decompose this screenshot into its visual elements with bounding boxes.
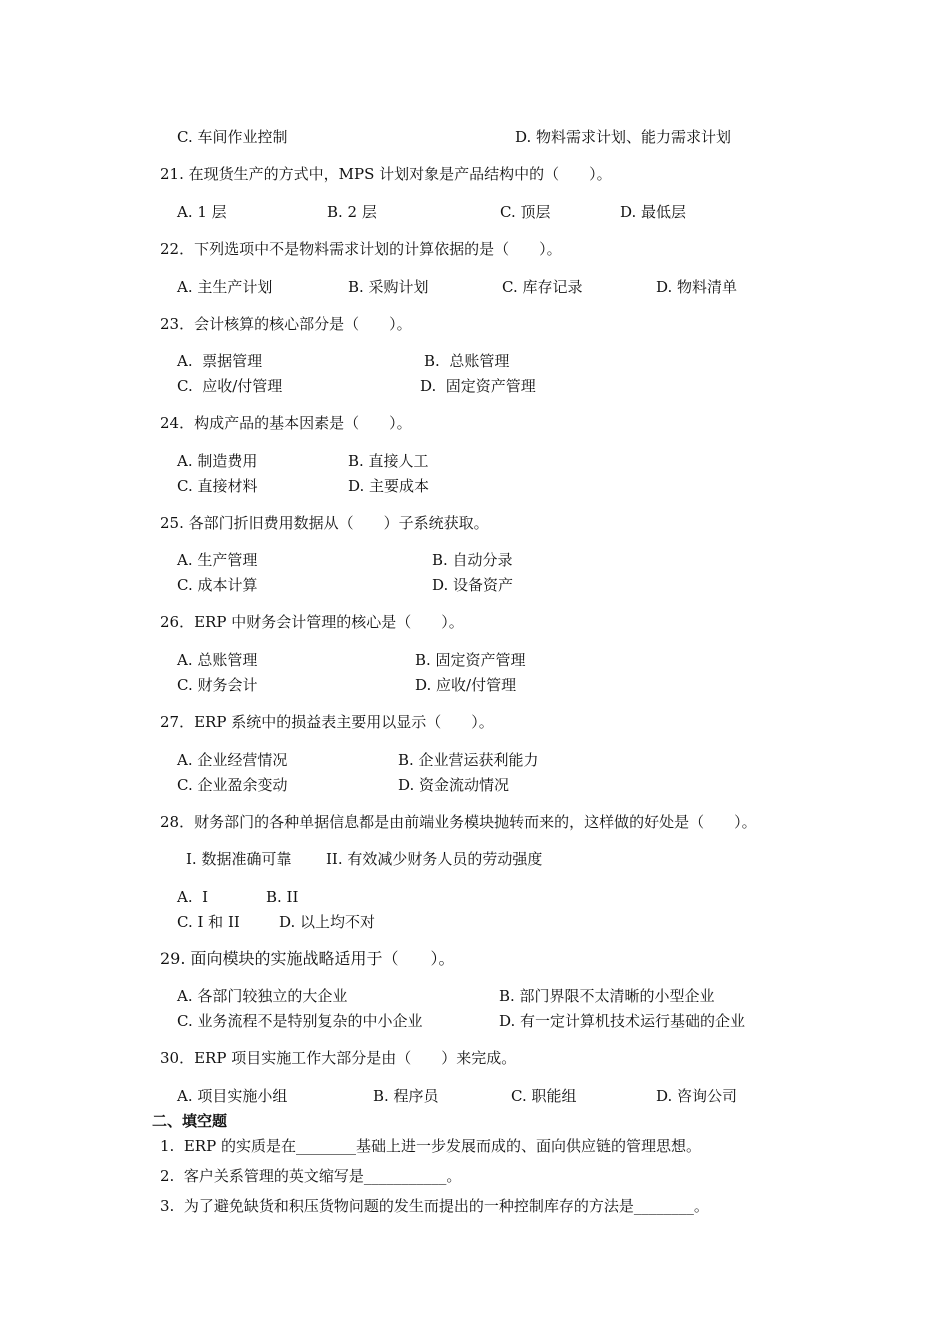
- q22-option-b: B. 采购计划: [348, 278, 429, 296]
- q27-option-c: C. 企业盈余变动: [177, 776, 288, 794]
- q21-option-d: D. 最低层: [620, 203, 687, 221]
- q28-statement-i: I. 数据准确可靠: [186, 850, 292, 868]
- q26-option-a: A. 总账管理: [177, 651, 258, 669]
- q22-stem: 22．下列选项中不是物料需求计划的计算依据的是（ ）。: [160, 240, 562, 258]
- fill-item-2: 2. 客户关系管理的英文缩写是___________。: [160, 1167, 462, 1185]
- fill-item-1: 1. ERP 的实质是在________基础上进一步发展而成的、面向供应链的管理思想。: [160, 1137, 701, 1155]
- q27-option-a: A. 企业经营情况: [177, 751, 288, 769]
- q30-stem: 30．ERP 项目实施工作大部分是由（ ）来完成。: [160, 1049, 517, 1067]
- q28-option-a: A. I: [177, 888, 209, 906]
- fill-item-3: 3. 为了避免缺货和积压货物问题的发生而提出的一种控制库存的方法是________。: [160, 1197, 709, 1215]
- q28-stem: 28．财务部门的各种单据信息都是由前端业务模块抛转而来的，这样做的好处是（ ）。: [160, 813, 757, 831]
- q27-stem: 27．ERP 系统中的损益表主要用以显示（ ）。: [160, 713, 494, 731]
- q21-option-a: A. 1 层: [177, 203, 227, 221]
- q24-option-b: B. 直接人工: [348, 452, 429, 470]
- q20-option-d: D. 物料需求计划、能力需求计划: [515, 128, 732, 146]
- q27-option-d: D. 资金流动情况: [398, 776, 510, 794]
- q25-option-b: B. 自动分录: [432, 551, 513, 569]
- q24-option-d: D. 主要成本: [348, 477, 430, 495]
- q30-option-b: B. 程序员: [373, 1087, 439, 1105]
- q29-option-c: C. 业务流程不是特别复杂的中小企业: [177, 1012, 423, 1030]
- q27-option-b: B. 企业营运获利能力: [398, 751, 539, 769]
- q22-option-d: D. 物料清单: [656, 278, 738, 296]
- q26-stem: 26．ERP 中财务会计管理的核心是（ ）。: [160, 613, 464, 631]
- q24-option-a: A. 制造费用: [177, 452, 258, 470]
- q26-option-c: C. 财务会计: [177, 676, 258, 694]
- q24-option-c: C. 直接材料: [177, 477, 258, 495]
- q21-option-b: B. 2 层: [327, 203, 377, 221]
- q29-option-d: D. 有一定计算机技术运行基础的企业: [499, 1012, 746, 1030]
- q22-option-a: A. 主生产计划: [177, 278, 273, 296]
- q22-option-c: C. 库存记录: [502, 278, 583, 296]
- q23-option-d: D. 固定资产管理: [420, 377, 536, 395]
- q30-option-c: C. 职能组: [511, 1087, 577, 1105]
- q26-option-b: B. 固定资产管理: [415, 651, 526, 669]
- q28-option-b: B. II: [266, 888, 299, 906]
- q25-option-a: A. 生产管理: [177, 551, 258, 569]
- q29-option-a: A. 各部门较独立的大企业: [177, 987, 348, 1005]
- q29-stem: 29. 面向模块的实施战略适用于（ ）。: [160, 949, 455, 968]
- q30-option-d: D. 咨询公司: [656, 1087, 738, 1105]
- q26-option-d: D. 应收/付管理: [415, 676, 517, 694]
- q25-option-d: D. 设备资产: [432, 576, 514, 594]
- q23-option-b: B. 总账管理: [424, 352, 510, 370]
- q28-option-c: C. I 和 II: [177, 913, 240, 931]
- q29-option-b: B. 部门界限不太清晰的小型企业: [499, 987, 715, 1005]
- q28-statement-ii: II. 有效减少财务人员的劳动强度: [326, 850, 543, 868]
- q25-option-c: C. 成本计算: [177, 576, 258, 594]
- q25-stem: 25. 各部门折旧费用数据从（ ）子系统获取。: [160, 514, 489, 532]
- section-title-fill-in: 二、填空题: [152, 1112, 228, 1130]
- q30-option-a: A. 项目实施小组: [177, 1087, 288, 1105]
- q23-stem: 23．会计核算的核心部分是（ ）。: [160, 315, 412, 333]
- q20-option-c: C. 车间作业控制: [177, 128, 288, 146]
- q28-option-d: D. 以上均不对: [279, 913, 376, 931]
- q24-stem: 24．构成产品的基本因素是（ ）。: [160, 414, 412, 432]
- q23-option-a: A. 票据管理: [177, 352, 263, 370]
- q21-stem: 21. 在现货生产的方式中，MPS 计划对象是产品结构中的（ ）。: [160, 165, 612, 183]
- q21-option-c: C. 顶层: [500, 203, 551, 221]
- q23-option-c: C. 应收/付管理: [177, 377, 283, 395]
